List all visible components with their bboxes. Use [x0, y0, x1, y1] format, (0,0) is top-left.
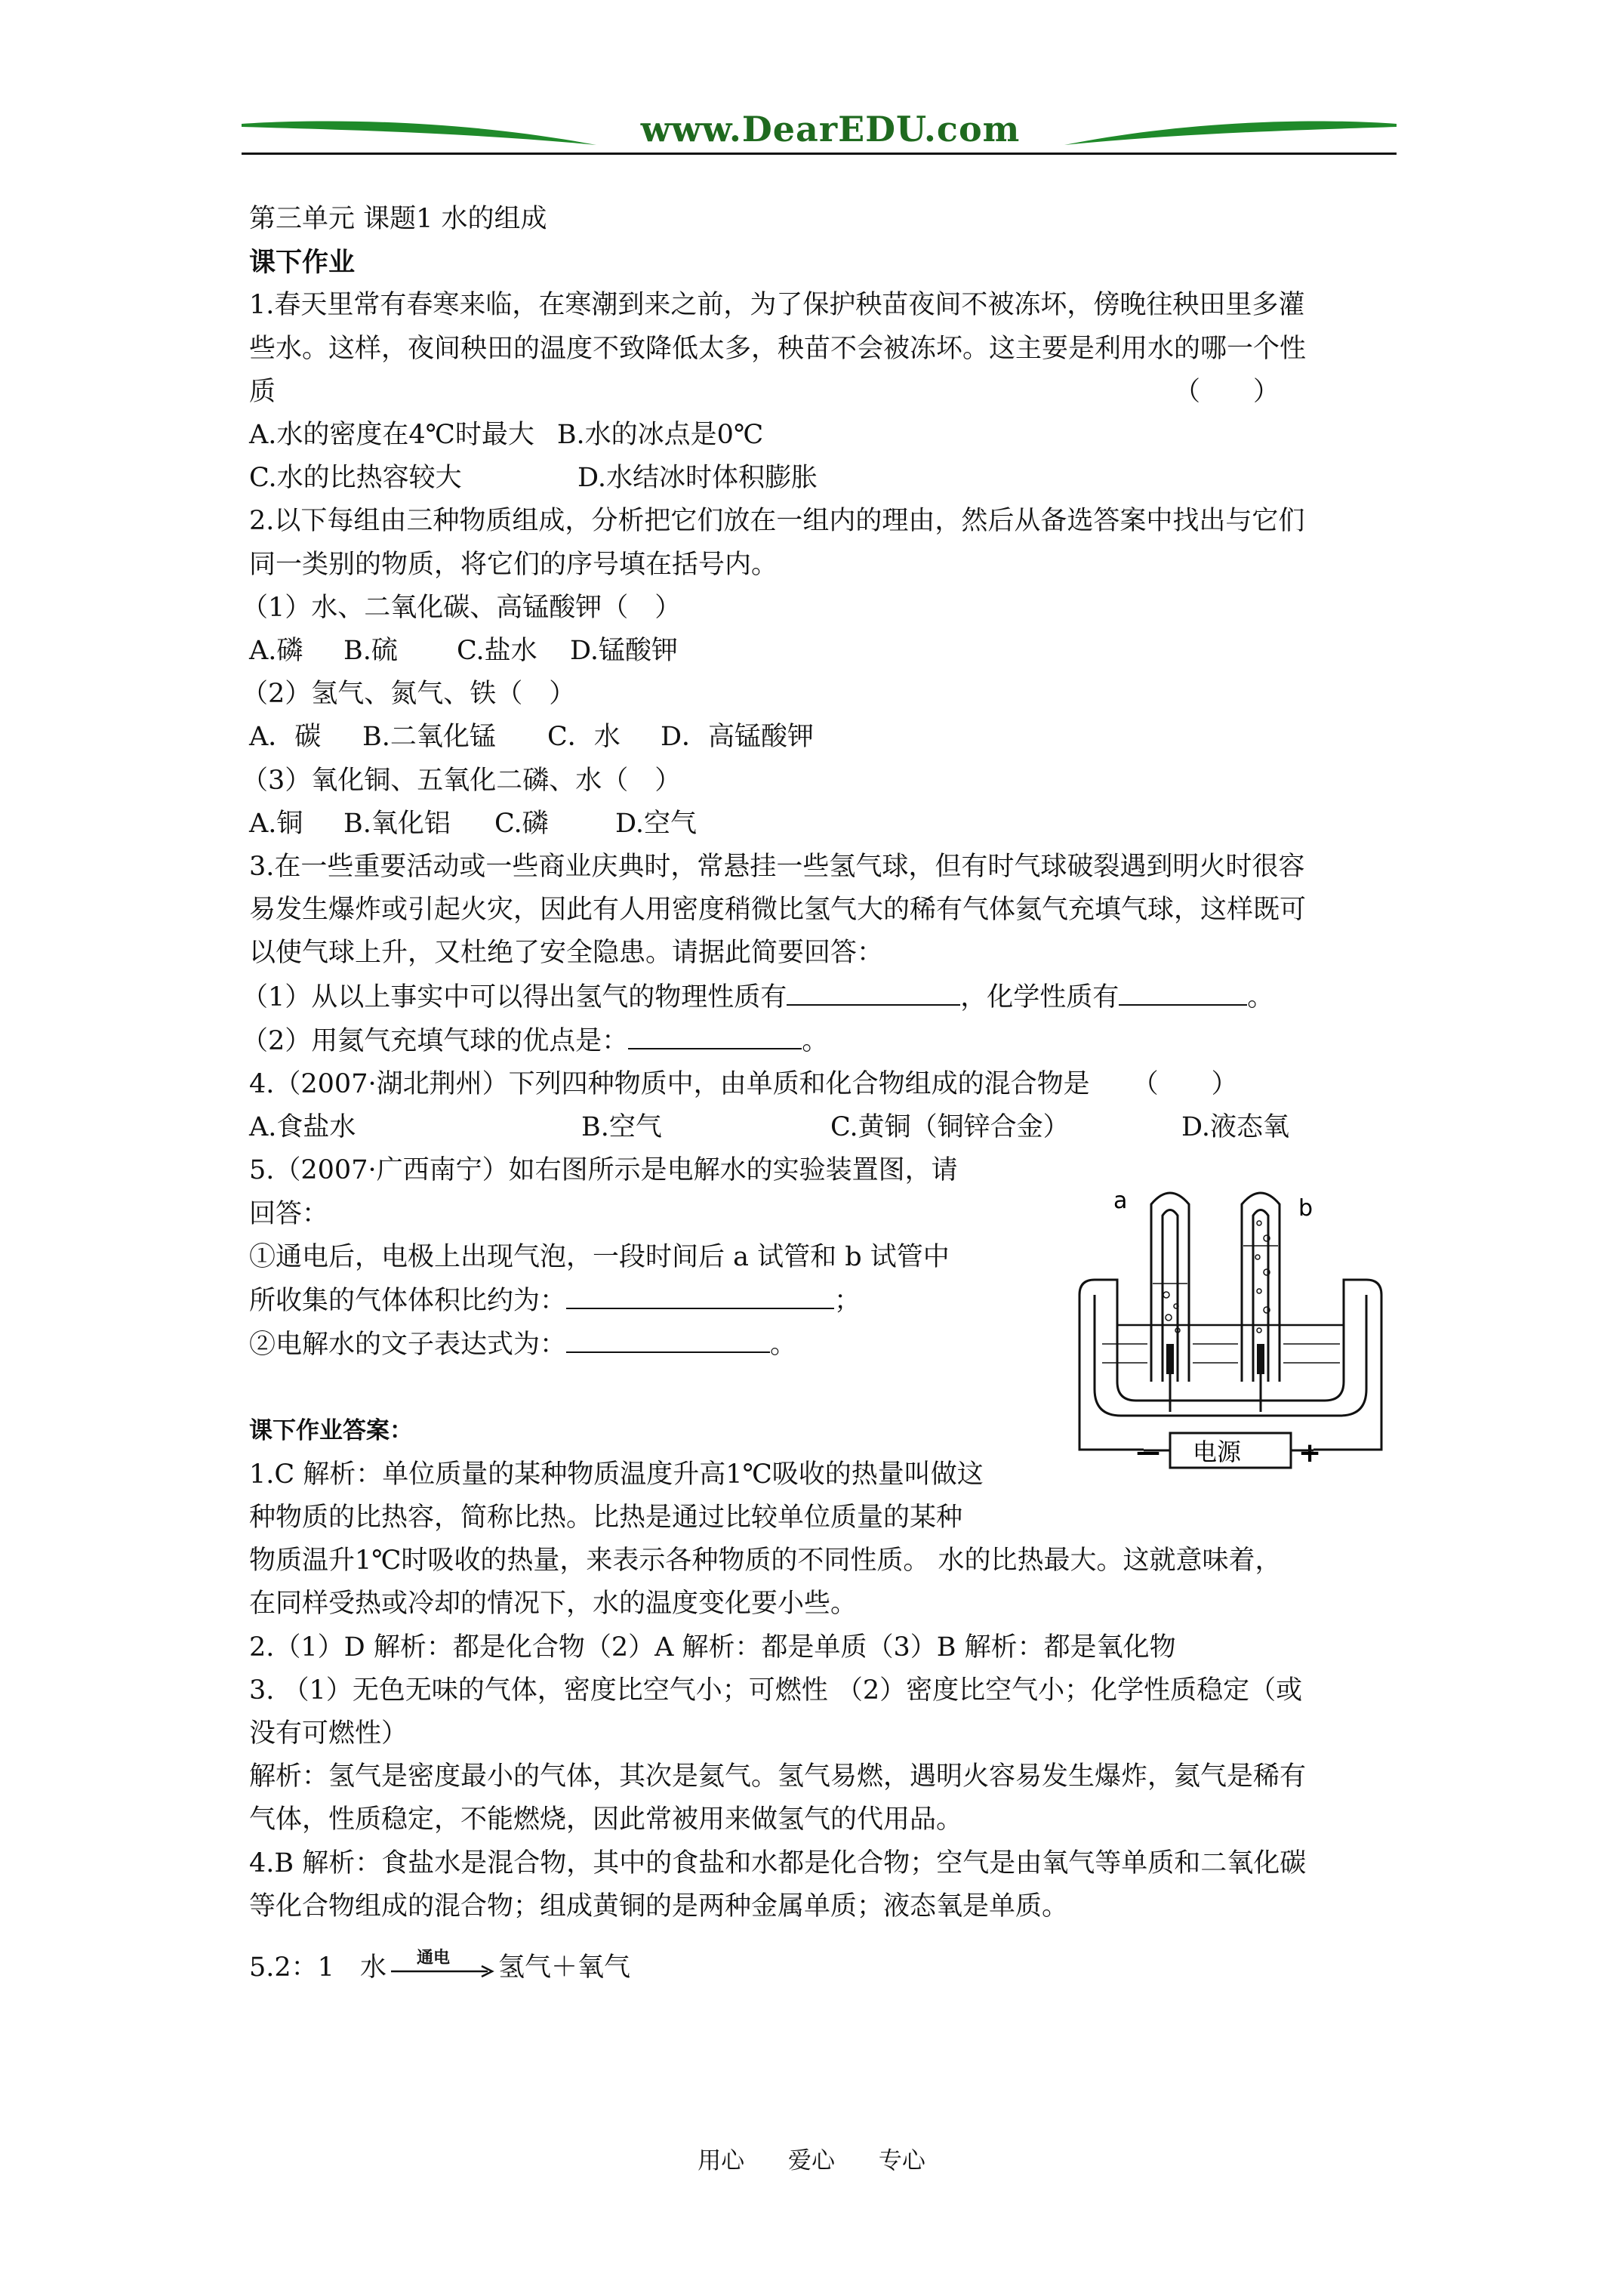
footer-item: 用心	[698, 2147, 745, 2174]
q2-group2: （2）氢气、氮气、铁（ ）	[242, 679, 576, 710]
q2-line1: 2.以下每组由三种物质组成，分析把它们放在一组内的理由，然后从备选答案中找出与它们	[249, 506, 1305, 537]
q3-sub2: （2）用氦气充填气球的优点是： 。	[242, 1019, 1412, 1063]
right-swoosh-decoration	[1064, 110, 1397, 156]
q2-group1: （1）水、二氧化碳、高锰酸钾（ ）	[242, 592, 682, 623]
answers-heading: 课下作业答案：	[249, 1417, 413, 1445]
q4-line1: 4.（2007·湖北荆州）下列四种物质中，由单质和化合物组成的混合物是 （ ）	[249, 1063, 1412, 1106]
q5-line3: ①通电后，电极上出现气泡，一段时间后 a 试管和 b 试管中	[249, 1241, 950, 1272]
q5-line5: ②电解水的文子表达式为： 。	[249, 1323, 1412, 1367]
answer-5: 5.2：1 水 通电 氢气＋氧气	[249, 1946, 1412, 1989]
reaction-condition: 通电	[416, 1948, 450, 1968]
left-swoosh-decoration	[242, 110, 596, 156]
tube-a-label: a	[1113, 1188, 1128, 1214]
q5-line2: 回答：	[249, 1198, 329, 1229]
q2-g3-option: A.铜	[249, 808, 303, 839]
page-title: 第三单元 课题1 水的组成	[249, 204, 547, 234]
q2-g1-option: A.磷	[249, 636, 303, 667]
answer-1-line1: 1.C 解析：单位质量的某种物质温度升高1℃吸收的热量叫做这	[249, 1459, 984, 1490]
q1-option-a: A.水的密度在4℃时最大	[249, 420, 534, 451]
q1-option-c: C.水的比热容较大	[249, 463, 462, 494]
q3-chemical-blank	[1119, 975, 1247, 1006]
tube-b-label: b	[1298, 1195, 1313, 1222]
footer-item: 专心	[878, 2147, 925, 2174]
q2-g1-option: B.硫	[343, 636, 398, 667]
q2-group1-options	[249, 630, 1412, 673]
q5-line4: 所收集的气体体积比约为： ；	[249, 1279, 1412, 1323]
answer-2: 2.（1）D 解析：都是化合物（2）A 解析：都是单质（3）B 解析：都是氧化物	[249, 1632, 1176, 1663]
q4-option: B.空气	[581, 1112, 662, 1143]
q1-option-d: D.水结冰时体积膨胀	[577, 463, 818, 494]
q1-line2: 些水。这样，夜间秧田的温度不致降低太多，秧苗不会被冻坏。这主要是利用水的哪一个性	[249, 333, 1307, 364]
q3-line3: 以使气球上升，又杜绝了安全隐患。请据此简要回答：	[249, 938, 884, 969]
q2-g3-option: B.氧化铝	[343, 808, 451, 839]
power-minus-sign: —	[1136, 1438, 1160, 1466]
basin-outline	[1079, 1280, 1381, 1401]
answer-3-line2: 没有可燃性）	[249, 1718, 408, 1749]
q5-line1: 5.（2007·广西南宁）如右图所示是电解水的实验装置图，请	[249, 1155, 958, 1186]
electrolysis-apparatus-diagram	[1072, 1163, 1389, 1487]
q2-g2-option: A．碳	[249, 722, 322, 753]
page-footer	[0, 2141, 1623, 2175]
q2-line2: 同一类别的物质，将它们的序号填在括号内。	[249, 549, 778, 580]
answer-3-line3: 解析：氢气是密度最小的气体，其次是氦气。氢气易燃，遇明火容易发生爆炸，氦气是稀有	[249, 1761, 1307, 1792]
q2-g2-option: C．水	[547, 722, 621, 753]
answer-1-line4: 在同样受热或冷却的情况下，水的温度变化要小些。	[249, 1589, 858, 1620]
equation-reactant: 水	[359, 1952, 387, 1983]
footer-item: 爱心	[788, 2147, 835, 2174]
q2-g2-option: B.二氧化锰	[362, 722, 496, 753]
q3-line2: 易发生爆炸或引起火灾，因此有人用密度稍微比氢气大的稀有气体氦气充填气球，这样既可	[249, 895, 1307, 926]
site-logo: www.DearEDU.com	[640, 109, 1021, 149]
electrode-b	[1257, 1344, 1264, 1374]
q1-options-row2	[249, 457, 1412, 500]
power-supply-label: 电源	[1193, 1438, 1242, 1466]
q3-advantage-blank	[628, 1019, 802, 1049]
page-header	[242, 106, 1397, 159]
answer-3-line1: 3. （1）无色无味的气体，密度比空气小；可燃性 （2）密度比空气小；化学性质稳定（或	[249, 1675, 1303, 1706]
q4-option: C.黄铜（铜锌合金）	[830, 1112, 1070, 1143]
answer-1-line3: 物质温升1℃时吸收的热量，来表示各种物质的不同性质。 水的比热最大。这就意味着，	[249, 1546, 1282, 1576]
answer-4-line2: 等化合物组成的混合物；组成黄铜的是两种金属单质；液态氧是单质。	[249, 1891, 1069, 1922]
q4-option: A.食盐水	[249, 1112, 356, 1143]
q2-g1-option: C.盐水	[457, 636, 537, 667]
q1-line3: 质 （ ）	[249, 371, 1412, 414]
q4-answer-paren: （ ）	[1132, 1069, 1238, 1100]
q4-options	[249, 1106, 1412, 1149]
answer-4-line1: 4.B 解析：食盐水是混合物，其中的食盐和水都是化合物；空气是由氧气等单质和二氧化碳	[249, 1848, 1307, 1878]
q2-group3-options	[249, 803, 1412, 846]
q2-group2-options	[249, 716, 1412, 759]
answer-3-line4: 气体，性质稳定，不能燃烧，因此常被用来做氢气的代用品。	[249, 1804, 963, 1835]
electrode-a	[1166, 1344, 1174, 1374]
q1-answer-paren: （ ）	[1174, 376, 1280, 407]
q5-equation-blank	[566, 1323, 770, 1353]
answer-1-line2: 种物质的比热容，简称比热。比热是通过比较单位质量的某种	[249, 1502, 963, 1533]
q2-g3-option: D.空气	[615, 808, 697, 839]
section-heading: 课下作业	[249, 247, 356, 279]
equation-products: 氢气＋氧气	[497, 1952, 630, 1983]
q2-g3-option: C.磷	[494, 808, 549, 839]
q4-option: D.液态氧	[1181, 1112, 1289, 1143]
q2-group3: （3）氧化铜、五氧化二磷、水（ ）	[242, 765, 682, 796]
q1-options-row1	[249, 414, 1412, 457]
reaction-arrow-icon	[390, 1948, 495, 1983]
q1-line1: 1.春天里常有春寒来临，在寒潮到来之前，为了保护秧苗夜间不被冻坏，傍晚往秧田里多灌	[249, 290, 1305, 321]
q3-line1: 3.在一些重要活动或一些商业庆典时，常悬挂一些氢气球，但有时气球破裂遇到明火时很容	[249, 852, 1305, 883]
document-body	[242, 198, 1412, 1989]
q3-sub1: （1）从以上事实中可以得出氢气的物理性质有 ，化学性质有 。	[242, 975, 1412, 1019]
power-plus-sign: +	[1298, 1438, 1322, 1469]
q5-ratio-blank	[566, 1279, 834, 1309]
header-rule	[242, 153, 1397, 155]
q1-option-b: B.水的冰点是0℃	[556, 420, 764, 451]
q2-g2-option: D．高锰酸钾	[661, 722, 815, 753]
q2-g1-option: D.锰酸钾	[570, 636, 678, 667]
q3-physical-blank	[787, 975, 960, 1006]
